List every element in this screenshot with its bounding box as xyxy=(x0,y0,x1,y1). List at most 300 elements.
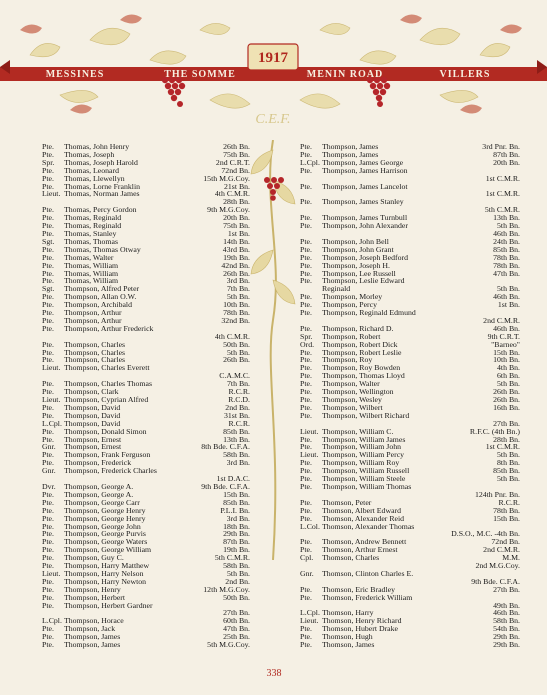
entry-name: Thompson, John Bell xyxy=(322,236,389,246)
entry-name: Thompson, Percy xyxy=(322,300,378,310)
entry-rank: Lieut. xyxy=(42,395,61,404)
entry-name: Thompson, William Russell xyxy=(322,466,410,476)
entry-unit: 43rd Bn. xyxy=(222,244,250,254)
entry-unit: 9th Bde. C.F.A. xyxy=(201,481,250,491)
entry-unit: 18th Bn. xyxy=(223,521,250,531)
entry-rank: Pte. xyxy=(42,576,54,586)
entry-unit: 1st Bn. xyxy=(227,228,250,238)
grape-cluster-left-icon xyxy=(162,77,185,107)
entry-unit: 13th Bn. xyxy=(223,434,250,444)
entry-unit: 54th Bn. xyxy=(493,624,520,634)
entry-name: Thompson, Guy C. xyxy=(64,553,124,563)
entry-unit: 58th Bn. xyxy=(223,561,250,571)
entry-unit: 15th Bn. xyxy=(223,489,250,499)
entry-name: Thompson, Robert Leslie xyxy=(322,347,402,357)
entry-name: Thompson, Arthur Frederick xyxy=(64,323,154,333)
entry-name: Thompson, George A. xyxy=(64,489,134,499)
entry-rank: Pte. xyxy=(42,165,54,175)
banner-word-4: VILLERS xyxy=(439,69,491,80)
entry-name: Thompson, James xyxy=(64,640,121,650)
entry-rank: Pte. xyxy=(42,260,54,270)
entry-name: Thompson, Charles xyxy=(64,347,126,357)
entry-unit: 5th Bn. xyxy=(497,284,520,294)
entry-rank: Sgt. xyxy=(42,236,55,246)
entry-rank: Pte. xyxy=(300,268,312,278)
entry-unit: 4th C.M.R. xyxy=(214,189,250,199)
entry-rank: Pte. xyxy=(300,442,312,452)
entry-rank: Pte. xyxy=(42,426,54,436)
year-text: 1917 xyxy=(258,50,288,66)
entry-name: Thompson, John Alexander xyxy=(322,221,408,231)
entry-unit: 5th C.M.R. xyxy=(214,553,250,563)
entry-rank: Pte. xyxy=(42,205,54,215)
banner-word-3: MENIN ROAD xyxy=(306,69,384,80)
entry-name: Thomas, Joseph Harold xyxy=(64,157,138,167)
entry-unit: 1st Bn. xyxy=(497,300,520,310)
entry-name: Thomson, Alexander Thomas xyxy=(322,521,415,531)
entry-rank: Pte. xyxy=(42,410,54,420)
entry-name: Thompson, Clark xyxy=(64,387,119,397)
entry-unit: 29th Bn. xyxy=(493,640,520,650)
entry-unit: 5th M.G.Coy. xyxy=(207,640,250,650)
entry-rank: Pte. xyxy=(300,545,312,555)
entry-rank: Cpl. xyxy=(300,553,314,563)
entry-name: Thompson, Jack xyxy=(64,624,116,634)
entry-name: Thompson, Frank Ferguson xyxy=(64,450,151,460)
entry-rank: Pte. xyxy=(42,379,54,389)
entry-rank: Pte. xyxy=(300,149,312,159)
entry-name: Thomas, William xyxy=(64,276,119,286)
entry-name: Thompson, James xyxy=(322,142,379,151)
entry-rank: Pte. xyxy=(42,355,54,365)
entry-rank: Pte. xyxy=(300,252,312,262)
entry-unit: 28th Bn. xyxy=(223,197,250,207)
entry-rank: Pte. xyxy=(300,497,312,507)
entry-name: Thompson, David xyxy=(64,418,121,428)
entry-unit: 8th Bde. C.F.A. xyxy=(201,442,250,452)
entry-name: Thompson, Thomas Lloyd xyxy=(322,371,405,381)
entry-name: Thomson, Arthur Ernest xyxy=(322,545,398,555)
entry-rank: L.Cpl. xyxy=(300,157,320,167)
entry-name: Thomas, Norman James xyxy=(64,189,140,199)
entry-name: Thomson, Harry xyxy=(322,608,374,618)
entry-unit: 19th Bn. xyxy=(223,252,250,262)
entry-unit: 9th Bde. C.F.A. xyxy=(471,576,520,586)
entry-unit: 2nd Bn. xyxy=(225,576,250,586)
entry-rank: Pte. xyxy=(42,221,54,231)
entry-unit: 26th Bn. xyxy=(223,268,250,278)
entry-rank: Pte. xyxy=(42,149,54,159)
entry-name: Thompson, Alfred Peter xyxy=(64,284,140,294)
entry-rank: Pte. xyxy=(300,537,312,547)
entry-rank: Gnr. xyxy=(42,442,56,452)
entry-unit: 7th Bn. xyxy=(227,284,250,294)
entry-row xyxy=(42,641,250,649)
entry-name: Thompson, George A. xyxy=(64,481,134,491)
entry-name: Thompson, William Steele xyxy=(322,474,406,484)
entry-unit: 78th Bn. xyxy=(493,505,520,515)
entry-rank: Pte. xyxy=(300,410,312,420)
entry-name: Thomas, Llewellyn xyxy=(64,173,125,183)
right-column-list xyxy=(300,143,520,649)
entry-name: Thompson, Ernest xyxy=(64,434,122,444)
entry-name: Thomas, William xyxy=(64,268,119,278)
entry-name: Thompson, George John xyxy=(64,521,141,531)
entry-unit: 15th Bn. xyxy=(493,513,520,523)
entry-unit: 10th Bn. xyxy=(493,355,520,365)
entry-name: Thompson, Lee Russell xyxy=(322,268,396,278)
entry-unit: 25th Bn. xyxy=(223,632,250,642)
entry-name: Thomson, Frederick William xyxy=(322,592,413,602)
entry-unit: 29th Bn. xyxy=(223,529,250,539)
entry-name: Thompson, James Lancelot xyxy=(322,181,408,191)
entry-unit: D.S.O., M.C. -4th Bn. xyxy=(451,529,520,539)
entry-name: Thompson, Wellington xyxy=(322,387,394,397)
entry-rank: Pte. xyxy=(300,213,312,223)
entry-unit: 20th Bn. xyxy=(493,157,520,167)
entry-rank: Pte. xyxy=(300,165,312,175)
entry-unit: 4th C.M.R. xyxy=(214,331,250,341)
entry-name: Thompson, Joseph H. xyxy=(322,260,391,270)
entry-unit: 72nd Bn. xyxy=(491,537,520,547)
entry-name: Thompson, William Roy xyxy=(322,458,400,468)
entry-unit: 27th Bn. xyxy=(223,608,250,618)
entry-name: Thompson, Wesley xyxy=(322,395,382,404)
entry-rank: Lieut. xyxy=(42,189,61,199)
entry-unit: 3rd Bn. xyxy=(226,458,250,468)
banner-word-2: THE SOMME xyxy=(164,69,236,80)
entry-unit: 5th Bn. xyxy=(497,474,520,484)
entry-unit: 42nd Bn. xyxy=(221,260,250,270)
entry-rank: L.Cpl. xyxy=(300,608,320,618)
entry-unit: 5th Bn. xyxy=(497,221,520,231)
central-vine xyxy=(243,140,303,560)
entry-name: Thomson, Clinton Charles E. xyxy=(322,568,414,578)
entry-unit: 5th Bn. xyxy=(497,379,520,389)
entry-name: Thomson, Henry Richard xyxy=(322,616,402,626)
entry-rank: Pte. xyxy=(42,537,54,547)
entry-unit: 26th Bn. xyxy=(223,142,250,151)
entry-unit: 3rd Bn. xyxy=(226,276,250,286)
entry-name: Thomson, Eric Bradley xyxy=(322,584,395,594)
entry-name: Thompson, James Harrison xyxy=(322,165,408,175)
entry-name: Thompson, James Turnbull xyxy=(322,213,408,223)
entry-name: Thomas, Reginald xyxy=(64,221,122,231)
entry-unit: 78th Bn. xyxy=(493,260,520,270)
entry-name: Thompson, James xyxy=(64,632,121,642)
entry-unit: 2nd C.M.R. xyxy=(483,315,520,325)
entry-rank: Pte. xyxy=(300,276,312,286)
entry-unit: R.C.R. xyxy=(228,418,250,428)
entry-rank: Pte. xyxy=(300,363,312,373)
entry-name: Thompson, George Henry xyxy=(64,513,146,523)
entry-name: Thompson, John Grant xyxy=(322,244,394,254)
entry-name: Thompson, William John xyxy=(322,442,402,452)
entry-name: Thompson, Arthur xyxy=(64,308,122,318)
entry-rank: Pte. xyxy=(300,434,312,444)
entry-rank: Pte. xyxy=(300,355,312,365)
entry-unit: 5th Bn. xyxy=(227,568,250,578)
entry-name: Thompson, Roy Bowden xyxy=(322,363,401,373)
entry-name: Thompson, Charles xyxy=(64,339,126,349)
entry-name: Thompson, Ernest xyxy=(64,442,122,452)
entry-name: Thomas, Stanley xyxy=(64,228,117,238)
entry-unit: 46th Bn. xyxy=(493,323,520,333)
entry-rank: Pte. xyxy=(300,300,312,310)
entry-rank: Pte. xyxy=(300,347,312,357)
entry-name: Thomson, Charles xyxy=(322,553,380,563)
entry-name: Thompson, Archibald xyxy=(64,300,132,310)
entry-rank: Spr. xyxy=(42,157,55,167)
entry-rank: L.Cpl. xyxy=(42,418,62,428)
entry-name: Thompson, Richard D. xyxy=(322,323,394,333)
entry-name: Thomson, Albert Edward xyxy=(322,505,402,515)
monogram-text: C.E.F. xyxy=(255,112,291,127)
entry-name: Thomson, James xyxy=(322,640,375,650)
entry-unit: 7th Bn. xyxy=(227,379,250,389)
entry-unit: 26th Bn. xyxy=(493,395,520,404)
entry-rank: Pte. xyxy=(42,387,54,397)
entry-name: Thompson, Horace xyxy=(64,616,124,626)
entry-unit: 87th Bn. xyxy=(223,537,250,547)
entry-unit: 9th M.G.Coy. xyxy=(207,205,250,215)
entry-name: Thompson, Allan O.W. xyxy=(64,292,137,302)
entry-unit: 46th Bn. xyxy=(493,292,520,302)
entry-unit: 1st C.M.R. xyxy=(485,442,520,452)
entry-rank: Pte. xyxy=(300,640,312,650)
entry-unit: 32nd Bn. xyxy=(221,315,250,325)
entry-unit: 124th Pnr. Bn. xyxy=(474,489,520,499)
entry-rank: L.Col. xyxy=(300,521,320,531)
entry-unit: R.F.C. (4th Bn.) xyxy=(469,426,520,436)
entry-unit: 46th Bn. xyxy=(493,228,520,238)
entry-name: Thompson, George Henry xyxy=(64,505,146,515)
left-column-list xyxy=(42,143,250,649)
entry-unit: R.C.D. xyxy=(228,395,250,404)
entry-rank: Lieut. xyxy=(300,426,319,436)
entry-unit: 5th Bn. xyxy=(227,347,250,357)
entry-rank: Pte. xyxy=(300,323,312,333)
entry-rank: Pte. xyxy=(300,402,312,412)
entry-rank: Pte. xyxy=(300,308,312,318)
entry-unit: 15th Bn. xyxy=(493,347,520,357)
grape-cluster-right-icon xyxy=(367,77,390,107)
entry-rank: Lieut. xyxy=(300,450,319,460)
entry-rank: Pte. xyxy=(42,513,54,523)
entry-rank: Pte. xyxy=(300,371,312,381)
entry-unit: 85th Bn. xyxy=(493,244,520,254)
entry-name: Thompson, James George xyxy=(322,157,404,167)
entry-rank: Pte. xyxy=(42,632,54,642)
entry-rank: Sgt. xyxy=(42,284,55,294)
entry-name: Thomson, Hugh xyxy=(322,632,373,642)
entry-row xyxy=(42,190,250,198)
entry-unit: R.C.R. xyxy=(228,387,250,397)
entry-name: Thompson, Herbert xyxy=(64,592,126,602)
entry-rank: Pte. xyxy=(42,497,54,507)
entry-unit: 12th M.G.Coy. xyxy=(203,584,250,594)
entry-rank: Pte. xyxy=(42,529,54,539)
entry-unit: 49th Bn. xyxy=(493,600,520,610)
entry-name: Thompson, William Percy xyxy=(322,450,405,460)
entry-rank: Pte. xyxy=(300,260,312,270)
entry-name: Thompson, William Thomas xyxy=(322,481,412,491)
entry-unit: 21st Bn. xyxy=(224,181,250,191)
entry-unit: 9th C.R.T. xyxy=(487,331,520,341)
entry-unit: 50th Bn. xyxy=(223,339,250,349)
entry-rank: L.Cpl. xyxy=(42,616,62,626)
entry-name: Thompson, James Stanley xyxy=(322,197,404,207)
entry-name: Thomson, Peter xyxy=(322,497,372,507)
entry-rank: Pte. xyxy=(42,458,54,468)
entry-unit: 85th Bn. xyxy=(223,497,250,507)
entry-name: Thompson, Frederick Charles xyxy=(64,466,157,476)
entry-unit: 4th Bn. xyxy=(497,363,520,373)
entry-unit: 75th Bn. xyxy=(223,149,250,159)
entry-unit: R.C.R. xyxy=(498,497,520,507)
entry-unit: 26th Bn. xyxy=(493,387,520,397)
entry-rank: Pte. xyxy=(300,632,312,642)
entry-rank: Pte. xyxy=(42,347,54,357)
entry-unit: "Barneo" xyxy=(491,339,520,349)
entry-unit: 60th Bn. xyxy=(223,616,250,626)
entry-unit: 2nd M.G.Coy. xyxy=(475,561,520,571)
entry-unit: 75th Bn. xyxy=(223,221,250,231)
banner-word-1: MESSINES xyxy=(45,69,105,80)
decorative-header xyxy=(0,0,547,150)
entry-unit: 13th Bn. xyxy=(493,213,520,223)
entry-rank: Pte. xyxy=(42,252,54,262)
entry-unit: M.M. xyxy=(502,553,520,563)
entry-rank: Pte. xyxy=(300,624,312,634)
entry-rank: Pte. xyxy=(300,181,312,191)
entry-rank: Pte. xyxy=(300,142,312,151)
entry-unit: 58th Bn. xyxy=(223,450,250,460)
entry-name: Thompson, Herbert Gardner xyxy=(64,600,153,610)
entry-rank: Lieut. xyxy=(42,568,61,578)
entry-rank: Gnr. xyxy=(300,568,314,578)
entry-rank: Pte. xyxy=(300,513,312,523)
entry-rank: Pte. xyxy=(42,521,54,531)
entry-rank: Pte. xyxy=(42,173,54,183)
year-medallion xyxy=(248,44,298,70)
entry-rank: Pte. xyxy=(42,300,54,310)
entry-rank: Pte. xyxy=(42,181,54,191)
entry-rank: Pte. xyxy=(300,505,312,515)
entry-name: Thomas, John Henry xyxy=(64,142,130,151)
entry-unit: 50th Bn. xyxy=(223,592,250,602)
entry-unit: 1st D.A.C. xyxy=(216,474,250,484)
entry-name: Thomas, Lorne Franklin xyxy=(64,181,141,191)
entry-name: Thompson, Donald Simon xyxy=(64,426,147,436)
entry-unit: P.L.I. Bn. xyxy=(220,505,250,515)
entry-name: Thompson, Charles Thomas xyxy=(64,379,152,389)
entry-rank: Pte. xyxy=(300,584,312,594)
entry-name: Thompson, Charles xyxy=(64,355,126,365)
entry-unit: 14th Bn. xyxy=(223,236,250,246)
entry-unit: 5th C.M.R. xyxy=(484,205,520,215)
entry-unit: 5th Bn. xyxy=(497,450,520,460)
entry-name: Thompson, George William xyxy=(64,545,152,555)
entry-unit: 28th Bn. xyxy=(493,434,520,444)
entry-name: Thompson, Harry Nelson xyxy=(64,568,144,578)
entry-unit: 2nd C.R.T. xyxy=(215,157,250,167)
entry-rank: Pte. xyxy=(42,244,54,254)
entry-name: Thompson, Wilbert Richard xyxy=(322,410,410,420)
entry-unit: C.A.M.C. xyxy=(219,371,250,381)
entry-name: Thompson, James xyxy=(322,149,379,159)
entry-rank: Pte. xyxy=(300,244,312,254)
entry-rank: Pte. xyxy=(42,553,54,563)
entry-rank: Pte. xyxy=(300,292,312,302)
entry-unit: 6th Bn. xyxy=(497,371,520,381)
entry-rank: Pte. xyxy=(300,236,312,246)
entry-unit: 16th Bn. xyxy=(493,402,520,412)
entry-unit: 10th Bn. xyxy=(223,300,250,310)
entry-name: Thompson, Walter xyxy=(322,379,380,389)
entry-name: Thompson, Robert Dick xyxy=(322,339,398,349)
entry-unit: 31st Bn. xyxy=(224,410,250,420)
entry-rank: Pte. xyxy=(42,505,54,515)
entry-name: Thompson, David xyxy=(64,402,121,412)
entry-rank: Pte. xyxy=(42,624,54,634)
entry-rank: Ord. xyxy=(300,339,315,349)
entry-rank: Pte. xyxy=(42,450,54,460)
entry-rank: Pte. xyxy=(42,600,54,610)
entry-rank: Pte. xyxy=(42,402,54,412)
entry-rank: Pte. xyxy=(42,276,54,286)
entry-unit: 27th Bn. xyxy=(493,418,520,428)
entry-unit: 58th Bn. xyxy=(493,616,520,626)
entry-rank: Pte. xyxy=(300,197,312,207)
entry-unit: 20th Bn. xyxy=(223,213,250,223)
entry-rank: Pte. xyxy=(42,592,54,602)
entry-name: Thompson, Cyprian Alfred xyxy=(64,395,149,404)
entry-rank: Gnr. xyxy=(42,466,56,476)
entry-name: Thomas, William xyxy=(64,260,119,270)
entry-rank: Pte. xyxy=(300,466,312,476)
entry-rank: Pte. xyxy=(300,221,312,231)
entry-name: Thompson, Wilbert xyxy=(322,402,383,412)
entry-rank: Pte. xyxy=(300,458,312,468)
entry-name: Reginald xyxy=(322,284,351,294)
entry-unit: 3rd Bn. xyxy=(226,513,250,523)
entry-unit: 87th Bn. xyxy=(493,149,520,159)
entry-name: Thompson, George Purvis xyxy=(64,529,146,539)
entry-name: Thompson, Henry xyxy=(64,584,121,594)
entry-rank: Dvr. xyxy=(42,481,56,491)
entry-name: Thompson, Leslie Edward xyxy=(322,276,405,286)
entry-name: Thomas, Walter xyxy=(64,252,114,262)
entry-rank: Pte. xyxy=(42,434,54,444)
entry-row xyxy=(300,641,520,649)
entry-rank: Pte. xyxy=(42,315,54,325)
entry-row xyxy=(300,594,520,602)
entry-name: Thomson, Andrew Bennett xyxy=(322,537,407,547)
entry-unit: 2nd Bn. xyxy=(225,402,250,412)
entry-unit: 1st C.M.R. xyxy=(485,189,520,199)
entry-unit: 72nd Bn. xyxy=(221,165,250,175)
entry-unit: 85th Bn. xyxy=(223,426,250,436)
entry-name: Thompson, George Carr xyxy=(64,497,140,507)
entry-rank: Pte. xyxy=(300,592,312,602)
entry-unit: 78th Bn. xyxy=(493,252,520,262)
entry-unit: 3rd Pnr. Bn. xyxy=(482,142,520,151)
entry-name: Thomas, Thomas Otway xyxy=(64,244,141,254)
entry-rank: Lieut. xyxy=(42,363,61,373)
entry-name: Thomson, Hubert Drake xyxy=(322,624,399,634)
entry-unit: 2nd C.M.R. xyxy=(483,545,520,555)
